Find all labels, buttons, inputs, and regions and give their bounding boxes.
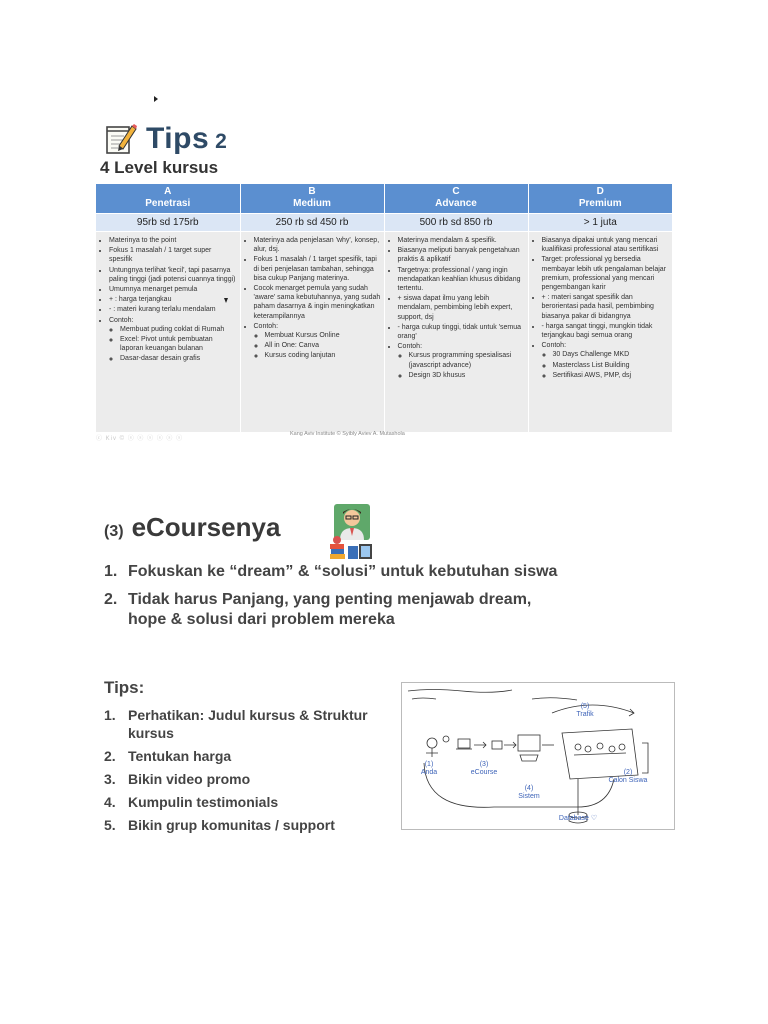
slide-tips-4-level bbox=[90, 110, 674, 444]
slide1-footer-credit: Kang Aviv Institute © Syibly Aviev A. Mutashola bbox=[290, 431, 405, 437]
student-with-books-icon bbox=[328, 500, 376, 562]
list-item: 2. Tidak harus Panjang, yang penting menjawab dream, hope & solusi dari problem mereka bbox=[104, 591, 532, 628]
list-item: • - : materi kurang terlalu mendalam bbox=[109, 305, 237, 314]
ecourse-main-points bbox=[104, 562, 574, 638]
list-item: • Fokus 1 masalah / 1 target super spesifik bbox=[109, 246, 237, 264]
node-trafik: (5) Trafik bbox=[576, 703, 594, 718]
list-item: ◦ Membuat puding coklat di Rumah bbox=[120, 325, 237, 334]
node-ecourse: (3) eCourse bbox=[470, 761, 498, 776]
list-item: • Materinya to the point bbox=[109, 236, 237, 245]
list-item: 5. Bikin grup komunitas / support bbox=[104, 817, 335, 833]
slide1-header bbox=[104, 122, 227, 156]
list-item: ◦ Sertifikasi AWS, PMP, dsj bbox=[553, 371, 670, 380]
slide2-header bbox=[104, 512, 280, 543]
price-cell-c: 500 rb sd 850 rb bbox=[384, 214, 528, 232]
list-item: • Materinya ada penjelasan 'why', konsep, alur, dsj. bbox=[254, 236, 381, 254]
ecourse-flow-sketch bbox=[401, 682, 675, 830]
price-cell-b: 250 rb sd 450 rb bbox=[240, 214, 384, 232]
list-item: ◦ Masterclass List Building bbox=[553, 361, 670, 370]
node-calon-siswa: (2) Calon Siswa bbox=[608, 769, 648, 784]
list-item: ◦ 30 Days Challenge MKD bbox=[553, 350, 670, 359]
list-item: ◦ Kursus coding lanjutan bbox=[265, 351, 381, 360]
list-item: • - harga sangat tinggi, mungkin tidak terjangkau bagi semua orang bbox=[542, 322, 670, 340]
list-item: • Fokus 1 masalah / 1 target spesifik, tapi di beri penjelasan tambahan, sehingga bisa cukup Panjang materinya. bbox=[254, 255, 381, 283]
heart-icon: ♡ bbox=[590, 815, 598, 822]
list-item: 1. Fokuskan ke “dream” & “solusi” untuk kebutuhan siswa bbox=[104, 563, 558, 580]
section-number: (3) bbox=[104, 523, 124, 540]
slide2-title: eCoursenya bbox=[131, 512, 281, 542]
node-database: Database ♡ bbox=[558, 815, 598, 822]
list-item: • Contoh: ◦ Membuat Kursus Online ◦ All in One: Canva ◦ Kursus coding lanjutan bbox=[254, 322, 381, 361]
column-header-d: D Premium bbox=[528, 184, 672, 214]
list-item: • Untungnya terlihat 'kecil', tapi pasarnya paling tinggi (jadi potensi cuannya tinggi) bbox=[109, 266, 237, 284]
slide1-corner-mark: ⓒ Kiv © ⓢ ⓢ ⓢ ⓢ ⓢ ⓢ bbox=[96, 436, 184, 442]
list-item: ◦ Excel: Pivot untuk pembuatan laporan keuangan bulanan bbox=[120, 335, 237, 353]
price-cell-a: 95rb sd 175rb bbox=[96, 214, 240, 232]
list-item: ◦ Dasar-dasar desain grafis bbox=[120, 354, 237, 363]
list-item: 1. Perhatikan: Judul kursus & Struktur kursus bbox=[104, 707, 368, 741]
details-row bbox=[96, 232, 672, 433]
column-header-b: B Medium bbox=[240, 184, 384, 214]
details-cell-a bbox=[96, 232, 240, 433]
tips-list bbox=[104, 706, 376, 839]
course-level-table bbox=[96, 184, 672, 432]
list-item: ◦ Design 3D khusus bbox=[409, 371, 525, 380]
list-item: ◦ Membuat Kursus Online bbox=[265, 331, 381, 340]
table-header-row bbox=[96, 184, 672, 214]
list-item: • Biasanya dipakai untuk yang mencari kualifikasi professional atau sertifikasi bbox=[542, 236, 670, 254]
node-sistem: (4) Sistem bbox=[518, 785, 540, 800]
column-header-a: A Penetrasi bbox=[96, 184, 240, 214]
price-row bbox=[96, 214, 672, 232]
tips-heading: Tips: bbox=[104, 678, 145, 697]
slide1-subtitle: 4 Level kursus bbox=[100, 158, 219, 177]
text-cursor-icon bbox=[224, 298, 228, 303]
list-item: • Contoh: ◦ Kursus programming spesialisasi (javascript advance) ◦ Design 3D khusus bbox=[398, 342, 525, 380]
list-item: 3. Bikin video promo bbox=[104, 771, 251, 787]
list-item: • Materinya mendalam & spesifik. bbox=[398, 236, 525, 245]
column-header-c: C Advance bbox=[384, 184, 528, 214]
list-item: ◦ Kursus programming spesialisasi (javascript advance) bbox=[409, 351, 525, 369]
list-item: • Contoh: ◦ 30 Days Challenge MKD ◦ Masterclass List Building ◦ Sertifikasi AWS, PMP, dsj bbox=[542, 341, 670, 380]
slide1-title: Tips 2 bbox=[146, 122, 228, 155]
list-item: 4. Kumpulin testimonials bbox=[104, 794, 279, 810]
node-anda: (1) Anda bbox=[420, 761, 438, 776]
mouse-cursor-icon bbox=[154, 96, 158, 102]
slide-ecourse bbox=[90, 500, 674, 836]
list-item: • + : harga terjangkau bbox=[109, 295, 237, 304]
details-cell-c bbox=[384, 232, 528, 433]
list-item: • Contoh: ◦ Membuat puding coklat di Rumah ◦ Excel: Pivot untuk pembuatan laporan keuangan bulanan ◦ Dasar-dasar desain grafis bbox=[109, 316, 237, 364]
list-item: • Target: professional yg bersedia membayar lebih utk pengalaman belajar premium, professional yang mencari pengembangan karir bbox=[542, 255, 670, 292]
details-cell-b bbox=[240, 232, 384, 433]
sketch-drawing bbox=[402, 683, 674, 829]
list-item: • + : materi sangat spesifik dan berorientasi pada hasil, pembimbing biasanya pakar di bidangnya bbox=[542, 293, 670, 321]
list-item: • Umumnya menarget pemula bbox=[109, 285, 237, 294]
list-item: • Biasanya meliputi banyak pengetahuan praktis & aplikatif bbox=[398, 246, 525, 264]
list-item: ◦ All in One: Canva bbox=[265, 341, 381, 350]
list-item: • Targetnya: professional / yang ingin mendapatkan keahlian khusus dibidang tertentu. bbox=[398, 266, 525, 294]
notepad-pencil-icon bbox=[104, 122, 138, 156]
list-item: • + siswa dapat ilmu yang lebih mendalam, pembimbing lebih expert, support, dsj bbox=[398, 294, 525, 322]
list-item: • Cocok menarget pemula yang sudah 'aware' sama kebutuhannya, yang sudah paham dasarnya & ingin meningkatkan keterampilannya bbox=[254, 284, 381, 321]
list-item: • - harga cukup tinggi, tidak untuk 'semua orang' bbox=[398, 323, 525, 341]
list-item: 2. Tentukan harga bbox=[104, 748, 232, 764]
details-cell-d bbox=[528, 232, 672, 433]
price-cell-d: > 1 juta bbox=[528, 214, 672, 232]
